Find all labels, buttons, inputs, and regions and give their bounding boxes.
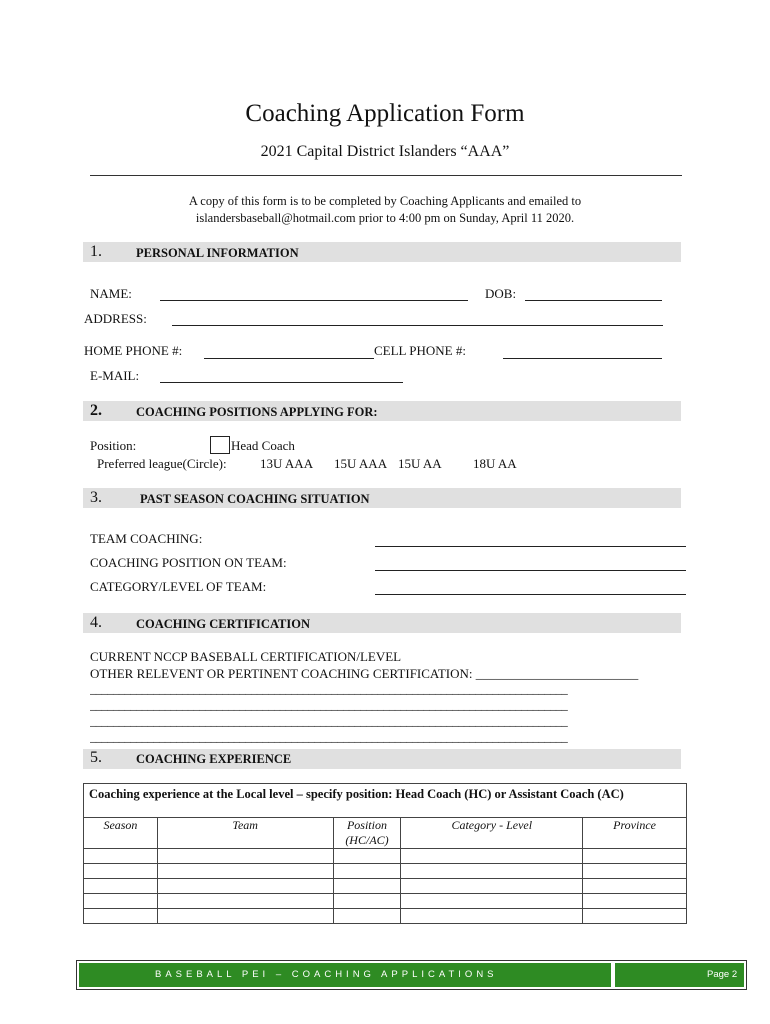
certification-blank-line[interactable]: ___________________________________________________________________________________ (90, 698, 568, 712)
certification-blank-line[interactable]: ___________________________________________________________________________________ (90, 714, 568, 728)
coaching-position-label: COACHING POSITION ON TEAM: (90, 555, 287, 570)
email-field[interactable] (160, 382, 403, 383)
cell-phone-field[interactable] (503, 358, 662, 359)
column-header-position: Position (HC/AC) (333, 818, 401, 849)
table-cell[interactable] (583, 894, 687, 909)
table-cell[interactable] (583, 864, 687, 879)
title-divider (90, 175, 682, 176)
intro-line-2: islandersbaseball@hotmail.com prior to 4:00 pm on Sunday, April 11 2020. (195, 211, 575, 225)
table-cell[interactable] (333, 894, 401, 909)
section-3-number: 3. (90, 489, 102, 506)
page-subtitle: 2021 Capital District Islanders “AAA” (260, 143, 510, 160)
team-coaching-label: TEAM COACHING: (90, 531, 203, 546)
league-option[interactable]: 13U AAA (260, 456, 314, 471)
section-1-title: PERSONAL INFORMATION (136, 246, 299, 260)
dob-label: DOB: (485, 286, 517, 301)
table-row[interactable] (84, 849, 687, 864)
nccp-certification-label: CURRENT NCCP BASEBALL CERTIFICATION/LEVEL (90, 649, 402, 664)
home-phone-label: HOME PHONE #: (84, 343, 183, 358)
table-cell[interactable] (157, 849, 333, 864)
section-3-title: PAST SEASON COACHING SITUATION (140, 492, 370, 506)
table-row[interactable] (84, 894, 687, 909)
column-header-category-level: Category - Level (401, 818, 583, 849)
preferred-league-label: Preferred league(Circle): (97, 456, 227, 471)
head-coach-label: Head Coach (231, 438, 295, 453)
league-option[interactable]: 18U AA (473, 456, 517, 471)
section-4-number: 4. (90, 614, 102, 631)
table-cell[interactable] (84, 879, 158, 894)
table-cell[interactable] (157, 894, 333, 909)
intro-line-1: A copy of this form is to be completed by Coaching Applicants and emailed to (188, 194, 582, 208)
team-coaching-field[interactable] (375, 546, 686, 547)
category-level-label: CATEGORY/LEVEL OF TEAM: (90, 579, 267, 594)
table-cell[interactable] (583, 879, 687, 894)
email-label: E-MAIL: (90, 368, 140, 383)
category-level-field[interactable] (375, 594, 686, 595)
coaching-position-field[interactable] (375, 570, 686, 571)
table-column-header-row (84, 818, 687, 849)
table-cell[interactable] (583, 909, 687, 924)
table-cell[interactable] (333, 849, 401, 864)
cell-phone-label: CELL PHONE #: (374, 343, 466, 358)
column-header-province: Province (583, 818, 687, 849)
table-cell[interactable] (157, 909, 333, 924)
position-label: Position: (90, 438, 137, 453)
table-cell[interactable] (157, 864, 333, 879)
table-cell[interactable] (157, 879, 333, 894)
table-cell[interactable] (401, 879, 583, 894)
table-row[interactable] (84, 909, 687, 924)
certification-blank-line[interactable]: ___________________________________________________________________________________ (90, 682, 568, 696)
table-cell[interactable] (84, 849, 158, 864)
table-cell[interactable] (401, 849, 583, 864)
column-header-team: Team (157, 818, 333, 849)
certification-blank-line[interactable]: ___________________________________________________________________________________ (90, 730, 568, 744)
table-row[interactable] (84, 879, 687, 894)
section-5-title: COACHING EXPERIENCE (136, 752, 292, 766)
table-cell[interactable] (333, 879, 401, 894)
table-cell[interactable] (84, 864, 158, 879)
table-cell[interactable] (401, 894, 583, 909)
table-heading: Coaching experience at the Local level – specify position: Head Coach (HC) or Assistant Coach (AC) (84, 784, 687, 818)
address-field[interactable] (172, 325, 663, 326)
league-option[interactable]: 15U AAA (334, 456, 388, 471)
name-label: NAME: (90, 286, 132, 301)
column-header-season: Season (84, 818, 158, 849)
page-title: Coaching Application Form (245, 100, 525, 127)
other-certification-label: OTHER RELEVENT OR PERTINENT COACHING CERTIFICATION: _________________________ (90, 666, 639, 681)
name-field[interactable] (160, 300, 468, 301)
page-footer (76, 960, 747, 990)
section-1-number: 1. (90, 243, 102, 260)
footer-page-number: Page 2 (707, 969, 738, 980)
league-option[interactable]: 15U AA (398, 456, 442, 471)
footer-text: BASEBALL PEI – COACHING APPLICATIONS (155, 969, 498, 980)
home-phone-field[interactable] (204, 358, 374, 359)
coaching-experience-table (83, 783, 687, 924)
section-4-title: COACHING CERTIFICATION (136, 617, 310, 631)
table-row[interactable] (84, 864, 687, 879)
section-2-title: COACHING POSITIONS APPLYING FOR: (136, 405, 378, 419)
table-cell[interactable] (84, 909, 158, 924)
table-cell[interactable] (401, 909, 583, 924)
head-coach-checkbox[interactable] (210, 436, 230, 454)
table-cell[interactable] (401, 864, 583, 879)
table-cell[interactable] (333, 864, 401, 879)
address-label: ADDRESS: (84, 311, 147, 326)
section-2-number: 2. (90, 402, 102, 419)
dob-field[interactable] (525, 300, 662, 301)
table-cell[interactable] (333, 909, 401, 924)
table-heading-row (84, 784, 687, 818)
table-cell[interactable] (84, 894, 158, 909)
section-5-number: 5. (90, 749, 102, 766)
table-cell[interactable] (583, 849, 687, 864)
